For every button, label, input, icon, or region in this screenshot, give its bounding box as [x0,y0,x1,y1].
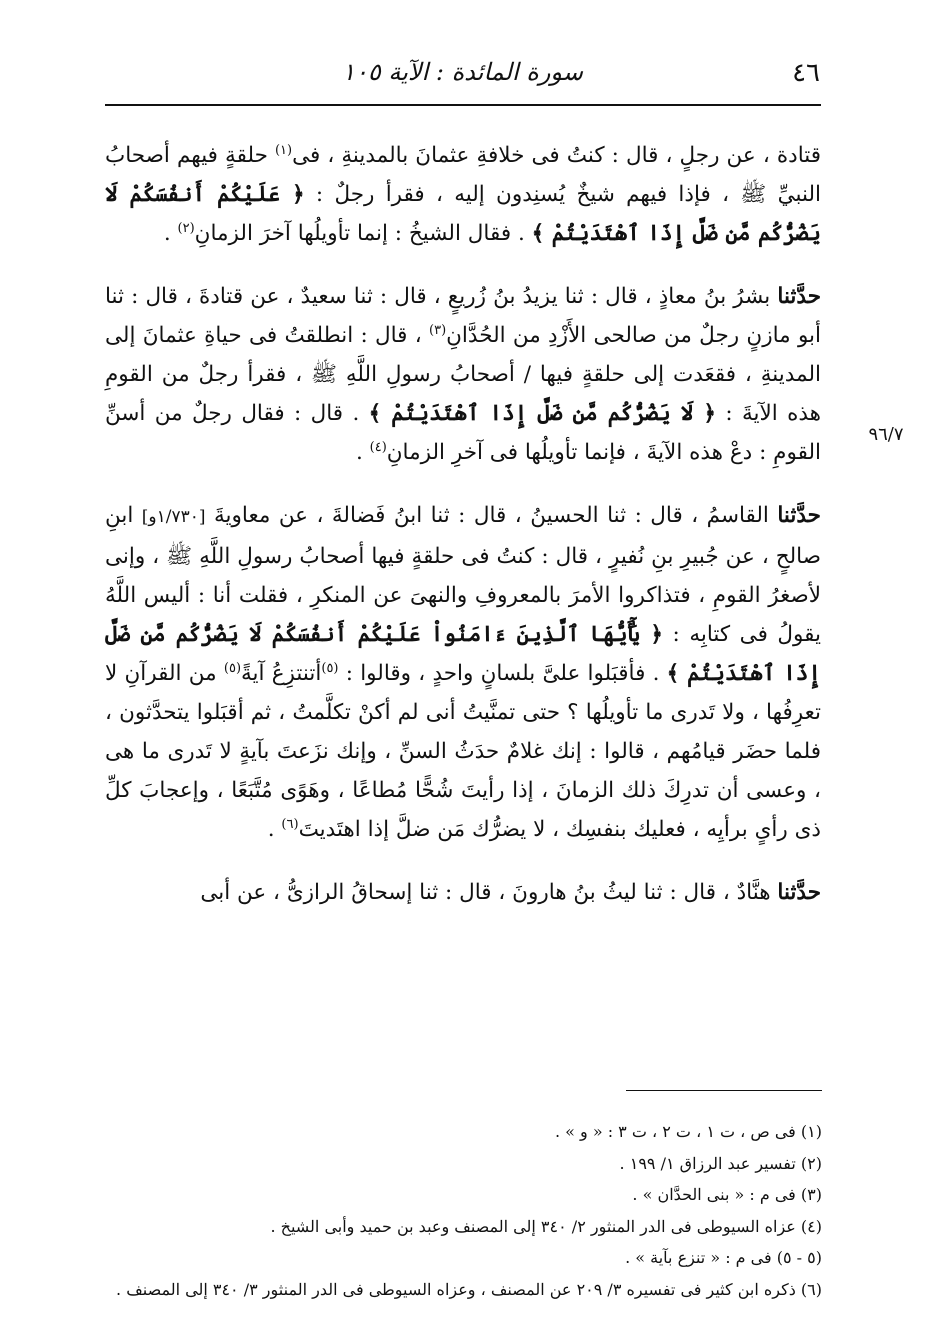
footnote-ref: (٤) [369,439,387,455]
paragraph-text: . فأقبَلوا علىَّ بلسانٍ واحدٍ ، وقالوا : [338,661,667,686]
paragraph-text: بشرُ بنُ معاذٍ ، قال : ثنا يزيدُ بنُ زُريعٍ ، قال : ثنا سعيدٌ ، عن قتادةَ ، قال : ثنا أبو مازنٍ رجلٌ من صالحى الأَزْدِ من الحُدَّانِ [105,284,822,348]
footnote-ref: (٢) [177,220,195,236]
margin-volume-page-note: ٩٦/٧ [868,424,904,445]
quran-verse: ﴿ عَلَيْكُمْ أَنفُسَكُمْ لَا يَضُرُّكُم مَّن ضَلَّ إِذَا ٱهْتَدَيْتُمْ ﴾ [105,182,821,246]
footnote-4: (٤) عزاه السيوطى فى الدر المنثور ٢/ ٣٤٠ إلى المصنف وعبد بن حميد وأبى الشيخ . [270,1216,822,1236]
footnote-1: (١) فى ص ، ت ١ ، ت ٢ ، ت ٣ : « و » . [554,1122,822,1141]
footnote-2: (٢) تفسير عبد الرزاق ١/ ١٩٩ . [619,1153,822,1173]
paragraph-text: . [163,221,178,246]
paragraph-4 [105,873,821,912]
main-text [105,136,821,936]
paragraph-text: ابنِ صالحٍ ، عن جُبيرِ بنِ نُفيرٍ ، قال : كنتُ فى حلقةٍ فيها أصحابُ رسولِ اللَّهِ ﷺ ، وإنى لأصغرُ القومِ ، فتذاكروا الأمرَ بالمعروفِ والنهىَ عن المنكرِ ، فقلت أنا : أليس اللَّهُ يقولُ فى كتابِه : [105,503,821,647]
paragraph-text: ، قال : انطلقتُ فى حياةِ عثمانَ إلى المدينةِ ، فقعَدت إلى حلقةٍ فيها / أصحابُ رسولِ اللَّهِ ﷺ ، فقرأ رجلٌ من القومِ هذه الآيةَ : [105,323,821,426]
page-number: ٤٦ [792,58,820,88]
hadith-lead-word: حدَّثنا [777,503,821,528]
footnote-ref: (٦) [281,816,299,832]
quran-verse: ﴿ لَا يَضُرُّكُم مَّن ضَلَّ إِذَا ٱهْتَدَيْتُمْ ﴾ [368,401,716,426]
running-title: سورة المائدة : الآية ١٠٥ [342,58,583,86]
header-rule [105,104,821,106]
footnote-6: (٦) ذكره ابن كثير فى تفسيره ٣/ ٢٠٩ عن المصنف ، وعزاه السيوطى فى الدر المنثور ٣/ ٣٤٠ إلى المصنف . [116,1279,822,1299]
paragraph-text: حلقةٍ فيهم أصحابُ النبيِّ ﷺ ، فإذا فيهم شيخٌ يُسنِدون إليه ، فقرأ رجلٌ : [105,143,821,207]
paragraph-text: . [267,817,282,842]
quran-verse: ﴿ يَٰٓأَيُّهَا ٱلَّذِينَ ءَامَنُواْ عَلَيْكُمْ أَنفُسَكُمْ لَا يَضُرُّكُم مَّن ضَلَّ إِذَا ٱهْتَدَيْتُمْ ﴾ [105,622,821,686]
manuscript-folio-ref: [١/٧٣٠و] [141,507,206,527]
paragraph-text: قتادة ، عن رجلٍ ، قال : كنتُ فى خلافةِ عثمانَ بالمدينةِ ، فى [292,143,822,168]
paragraph-text: هنَّادٌ ، قال : ثنا ليثُ بنُ هارونَ ، قال : ثنا إسحاقُ الرازىُّ ، عن أبى [200,880,778,905]
page-header [105,52,820,102]
paragraph-text: أتنتزِعُ آيةً [241,661,322,686]
paragraph-text: القاسمُ ، قال : ثنا الحسينُ ، قال : ثنا ابنُ فَضالةَ ، عن معاويةَ [205,503,778,528]
footnotes [116,1116,822,1305]
footnote-ref: (١) [274,142,293,158]
paragraph-3 [105,496,821,849]
hadith-lead-word: حدَّثنا [777,880,821,905]
footnote-3: (٣) فى م : « بنى الحدَّان » . [632,1185,822,1204]
paragraph-text: . [355,440,370,465]
footnote-5: (٥ - ٥) فى م : « تنزع بآية » . [625,1248,822,1267]
paragraph-1 [105,136,821,253]
hadith-lead-word: حدَّثنا [777,284,821,309]
footnote-rule [626,1090,822,1091]
paragraph-2 [105,277,821,472]
paragraph-text: . قال : فقال رجلٌ من أسنِّ القومِ : دعْ هذه الآيةَ ، فإنما تأويلُها فى آخرِ الزمانِ [105,401,821,465]
paragraph-text: من القرآنِ لا تعرِفُها ، ولا تَدرى ما تأويلُها ؟ حتى تمنَّيتُ أنى لم أكنْ تكلَّمتُ ، ثم أقبَلوا يتحدَّثون ، فلما حضَر قيامُهم ، قالوا : إنك غلامٌ حدَثُ السنِّ ، وإنك نزَعتَ بآيةٍ لا تَدرى ما هى ، وعسى أن تدرِكَ ذلك الزمانَ ، إذا رأيتَ شُحًّا مُطاعًا ، وهَوًى مُتَّبَعًا ، وإعجابَ كلِّ ذى رأىٍ برأيِه ، فعليك بنفسِك ، لا يضرُّك مَن ضلَّ إذا اهتَديتَ [105,661,821,842]
footnote-ref: (٥) [321,660,339,676]
footnote-ref: (٥) [223,660,242,676]
paragraph-text: . فقال الشيخُ : إنما تأويلُها آخرَ الزمانِ [194,221,532,246]
footnote-ref: (٣) [429,322,447,338]
